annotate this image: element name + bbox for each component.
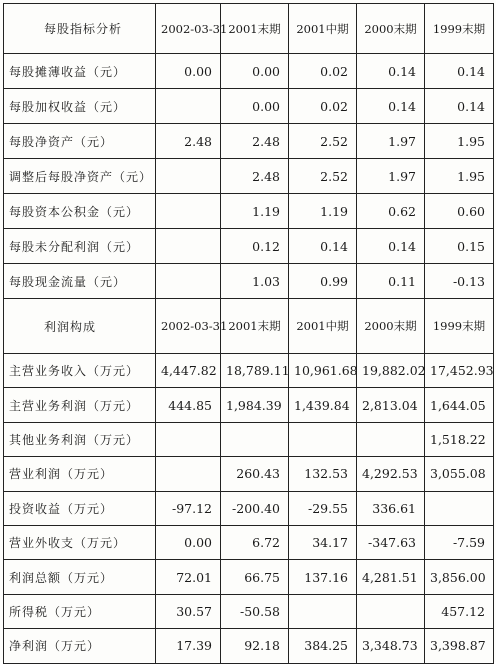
value-cell: 34.17 (289, 525, 357, 559)
value-cell (357, 594, 425, 628)
value-cell: 30.57 (156, 594, 221, 628)
value-cell: -200.40 (221, 491, 289, 525)
value-cell: 1.95 (425, 124, 494, 159)
row-label: 投资收益（万元） (4, 491, 156, 525)
column-header: 2001中期 (289, 299, 357, 354)
table-row (4, 354, 494, 388)
value-cell: 0.14 (289, 229, 357, 264)
row-label: 每股摊薄收益（元） (4, 54, 156, 89)
row-label: 所得税（万元） (4, 594, 156, 628)
row-label: 营业利润（万元） (4, 457, 156, 491)
value-cell: 1.03 (221, 264, 289, 299)
table-row (4, 159, 494, 194)
value-cell: 4,281.51 (357, 560, 425, 594)
value-cell: 1.97 (357, 159, 425, 194)
value-cell: 1,984.39 (221, 388, 289, 422)
value-cell: -0.13 (425, 264, 494, 299)
column-header: 1999末期 (425, 4, 494, 54)
value-cell: 2.52 (289, 159, 357, 194)
value-cell: 18,789.11 (221, 354, 289, 388)
value-cell: 72.01 (156, 560, 221, 594)
table-row (4, 229, 494, 264)
value-cell: 4,447.82 (156, 354, 221, 388)
value-cell: 0.14 (357, 89, 425, 124)
value-cell: 132.53 (289, 457, 357, 491)
value-cell: 2.48 (156, 124, 221, 159)
value-cell: 1,644.05 (425, 388, 494, 422)
value-cell: 2.48 (221, 124, 289, 159)
header-row (4, 4, 494, 54)
row-label: 主营业务收入（万元） (4, 354, 156, 388)
value-cell: 0.11 (357, 264, 425, 299)
row-label: 每股净资产（元） (4, 124, 156, 159)
table-row (4, 264, 494, 299)
value-cell: 4,292.53 (357, 457, 425, 491)
value-cell: 336.61 (357, 491, 425, 525)
value-cell: 0.60 (425, 194, 494, 229)
value-cell (289, 422, 357, 456)
row-label: 每股未分配利润（元） (4, 229, 156, 264)
value-cell: 260.43 (221, 457, 289, 491)
column-header: 2002-03-31 (156, 299, 221, 354)
value-cell (425, 491, 494, 525)
value-cell: 0.14 (425, 89, 494, 124)
column-header: 2001末期 (221, 299, 289, 354)
table-row (4, 388, 494, 422)
value-cell (289, 594, 357, 628)
row-label: 每股现金流量（元） (4, 264, 156, 299)
column-header: 2001末期 (221, 4, 289, 54)
value-cell: 0.00 (221, 89, 289, 124)
financial-table (3, 3, 494, 664)
value-cell: 0.12 (221, 229, 289, 264)
value-cell: 6.72 (221, 525, 289, 559)
column-header: 2000末期 (357, 4, 425, 54)
header-row (4, 299, 494, 354)
row-label: 每股加权收益（元） (4, 89, 156, 124)
table-row (4, 629, 494, 663)
table-row (4, 194, 494, 229)
column-header: 2001中期 (289, 4, 357, 54)
value-cell: 66.75 (221, 560, 289, 594)
value-cell: 2.52 (289, 124, 357, 159)
value-cell (156, 89, 221, 124)
value-cell: -347.63 (357, 525, 425, 559)
value-cell: 3,348.73 (357, 629, 425, 663)
row-label: 调整后每股净资产（元） (4, 159, 156, 194)
value-cell: 1,439.84 (289, 388, 357, 422)
table-row (4, 525, 494, 559)
value-cell: 1.97 (357, 124, 425, 159)
value-cell: 0.14 (357, 229, 425, 264)
row-label: 利润总额（万元） (4, 560, 156, 594)
column-header: 2000末期 (357, 299, 425, 354)
section-title: 利润构成 (4, 299, 156, 354)
column-header: 2002-03-31 (156, 4, 221, 54)
value-cell: 0.02 (289, 89, 357, 124)
value-cell: 0.15 (425, 229, 494, 264)
value-cell: 0.00 (156, 525, 221, 559)
value-cell (156, 457, 221, 491)
value-cell: 444.85 (156, 388, 221, 422)
value-cell: 3,055.08 (425, 457, 494, 491)
value-cell: 0.02 (289, 54, 357, 89)
value-cell: 1.19 (289, 194, 357, 229)
value-cell (156, 422, 221, 456)
column-header: 1999末期 (425, 299, 494, 354)
value-cell: -97.12 (156, 491, 221, 525)
value-cell: 0.14 (357, 54, 425, 89)
row-label: 主营业务利润（万元） (4, 388, 156, 422)
row-label: 其他业务利润（万元） (4, 422, 156, 456)
value-cell: 17,452.93 (425, 354, 494, 388)
table-row (4, 457, 494, 491)
value-cell: 3,398.87 (425, 629, 494, 663)
value-cell (156, 229, 221, 264)
value-cell: 0.14 (425, 54, 494, 89)
value-cell: 457.12 (425, 594, 494, 628)
value-cell (156, 159, 221, 194)
value-cell (221, 422, 289, 456)
value-cell: 17.39 (156, 629, 221, 663)
value-cell: 384.25 (289, 629, 357, 663)
value-cell: 137.16 (289, 560, 357, 594)
value-cell: -29.55 (289, 491, 357, 525)
value-cell: 1.19 (221, 194, 289, 229)
value-cell: -50.58 (221, 594, 289, 628)
value-cell: 1.95 (425, 159, 494, 194)
table-row (4, 89, 494, 124)
value-cell: 92.18 (221, 629, 289, 663)
row-label: 净利润（万元） (4, 629, 156, 663)
row-label: 每股资本公积金（元） (4, 194, 156, 229)
section-title: 每股指标分析 (4, 4, 156, 54)
table-row (4, 560, 494, 594)
value-cell: 1,518.22 (425, 422, 494, 456)
row-label: 营业外收支（万元） (4, 525, 156, 559)
value-cell (357, 422, 425, 456)
value-cell: 0.00 (156, 54, 221, 89)
value-cell: 3,856.00 (425, 560, 494, 594)
value-cell (156, 194, 221, 229)
table-row (4, 124, 494, 159)
value-cell: 2,813.04 (357, 388, 425, 422)
table-row (4, 594, 494, 628)
value-cell (156, 264, 221, 299)
value-cell: 2.48 (221, 159, 289, 194)
value-cell: 0.62 (357, 194, 425, 229)
table-row (4, 54, 494, 89)
value-cell: 0.00 (221, 54, 289, 89)
table-row (4, 422, 494, 456)
value-cell: 10,961.68 (289, 354, 357, 388)
value-cell: 19,882.02 (357, 354, 425, 388)
value-cell: 0.99 (289, 264, 357, 299)
value-cell: -7.59 (425, 525, 494, 559)
table-row (4, 491, 494, 525)
